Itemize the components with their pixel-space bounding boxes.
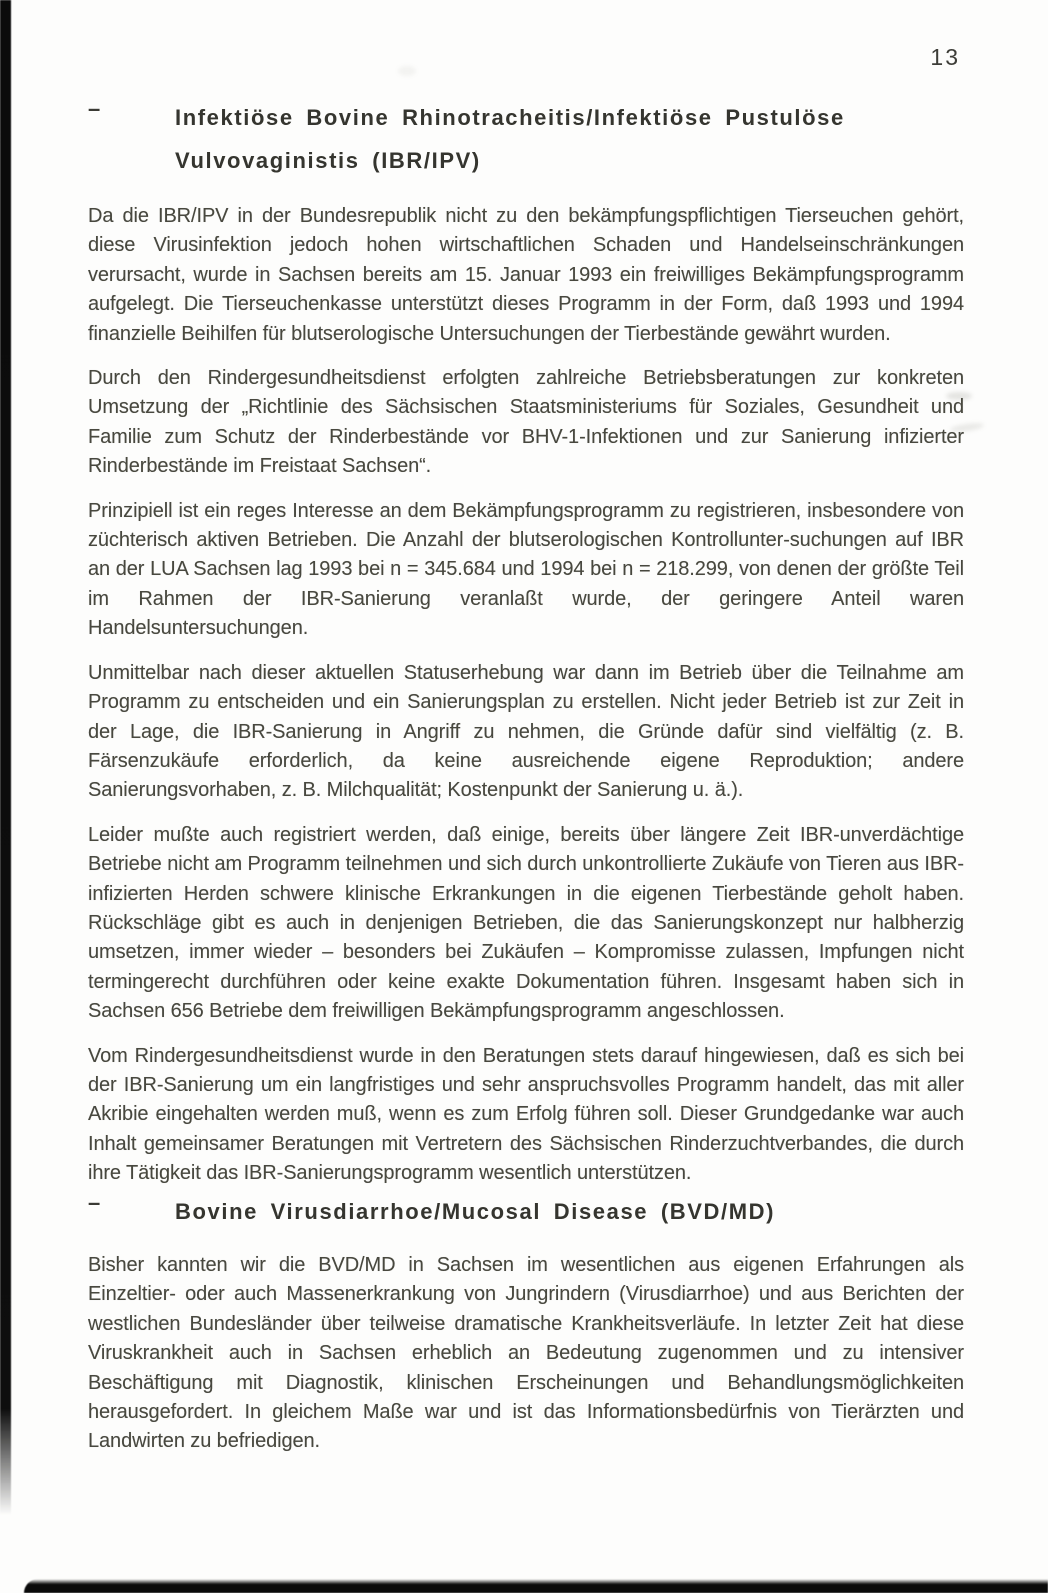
heading-dash: –: [88, 1190, 101, 1215]
section-bvd-md: [88, 1190, 964, 1472]
section-heading-bvd: [88, 1190, 964, 1233]
paragraph: Leider mußte auch registriert werden, daß einige, bereits über längere Zeit IBR-unverdächtige Betriebe nicht am Programm teilnehmen und sich durch unkontrollierte Zukäufe von Tieren aus IBR-infizierten Herden schwere klinische Erkrankungen in die eigenen Tierbestände geholt haben. Rückschläge gibt es auch in denjenigen Betrieben, die das Sanierungskonzept nur halbherzig umsetzen, immer wieder – besonders bei Zukäufen – Kompromisse zulassen, Impfungen nicht termingerecht durchführen oder keine exakte Dokumentation führen. Insgesamt haben sich in Sachsen 656 Betriebe dem freiwilligen Bekämpfungsprogramm angeschlossen.: [88, 823, 964, 1023]
paragraph: Bisher kannten wir die BVD/MD in Sachsen im wesentlichen aus eigenen Erfahrungen als Einzeltier- oder auch Massenerkrankung von Jungrindern (Virusdiarrhoe) und aus Berichten der westlichen Bundesländer über teilweise dramatische Krankheitsverläufe. In letzter Zeit hat diese Viruskrankheit auch in Sachsen erheblich an Bedeutung zugenommen und zu intensiver Beschäftigung mit Diagnostik, klinischen Erscheinungen und Behandlungsmöglichkeiten herausgefordert. In gleichem Maße war und ist das Informationsbedürfnis von Tierärzten und Landwirten zu befriedigen.: [88, 1254, 964, 1453]
scan-smudge: [398, 66, 416, 76]
section-title-ibr: [175, 96, 845, 182]
scan-edge-bottom: [24, 1579, 1048, 1593]
heading-dash: –: [88, 96, 101, 121]
paragraph: Vom Rindergesundheitsdienst wurde in den Beratungen stets darauf hingewiesen, daß es sich bei der IBR-Sanierung um ein langfristiges und sehr anspruchsvolles Programm handelt, das mit aller Akribie eingehalten werden muß, wenn es zum Erfolg führen soll. Dieser Grundgedanke war auch Inhalt gemeinsamer Beratungen mit Vertretern des Sächsischen Rinderzuchtverbandes, die durch ihre Tätigkeit das IBR-Sanierungsprogramm wesentlich unterstützen.: [88, 1044, 964, 1185]
section-heading-ibr: [88, 96, 964, 182]
paragraph: Da die IBR/IPV in der Bundesrepublik nicht zu den bekämpfungspflichtigen Tierseuchen gehört, diese Virusinfektion jedoch hohen wirtschaftlichen Schaden und Handelseinschränkungen verursacht, wurde in Sachsen bereits am 15. Januar 1993 ein freiwilliges Bekämpfungsprogramm aufgelegt. Die Tierseuchenkasse unterstützt dieses Programm in der Form, daß 1993 und 1994 finanzielle Beihilfen für blutserologische Untersuchungen der Tierbestände gewährt wurden.: [88, 205, 964, 345]
paragraph: Durch den Rindergesundheitsdienst erfolgten zahlreiche Betriebsberatungen zur konkreten Umsetzung der „Richtlinie des Sächsischen Staatsministeriums für Soziales, Gesundheit und Familie zum Schutz der Rinderbestände vor BHV-1-Infektionen und zur Sanierung infizierter Rinderbestände im Freistaat Sachsen“.: [88, 367, 964, 478]
section-title-bvd: Bovine Virusdiarrhoe/Mucosal Disease (BVD/MD): [175, 1199, 776, 1224]
paragraph: Prinzipiell ist ein reges Interesse an dem Bekämpfungsprogramm zu registrieren, insbesondere von züchterisch aktiven Betrieben. Die Anzahl der blutserologischen Kontrollunter-suchungen auf IBR an der LUA Sachsen lag 1993 bei n = 345.684 und 1994 bei n = 218.299, von denen der größte Teil im Rahmen der IBR-Sanierung veranlaßt wurde, der geringere Anteil waren Handelsuntersuchungen.: [88, 499, 964, 640]
scan-edge-left: [0, 0, 11, 1515]
section-ibr-ipv: [88, 96, 964, 1204]
paragraph: Unmittelbar nach dieser aktuellen Statuserhebung war dann im Betrieb über die Teilnahme am Programm zu entscheiden und ein Sanierungsplan zu erstellen. Nicht jeder Betrieb ist zur Zeit in der Lage, die IBR-Sanierung in Angriff zu nehmen, die Gründe dafür sind vielfältig (z. B. Färsenzukäufe erforderlich, da keine ausreichende eigene Reproduktion; andere Sanierungsvorhaben, z. B. Milchqualität; Kostenpunkt der Sanierung u. ä.).: [88, 661, 964, 802]
page-number: 13: [930, 44, 960, 70]
section-title-line2: Vulvovaginistis (IBR/IPV): [175, 148, 481, 173]
section-title-line1: Infektiöse Bovine Rhinotracheitis/Infektiöse Pustulöse: [175, 105, 845, 130]
